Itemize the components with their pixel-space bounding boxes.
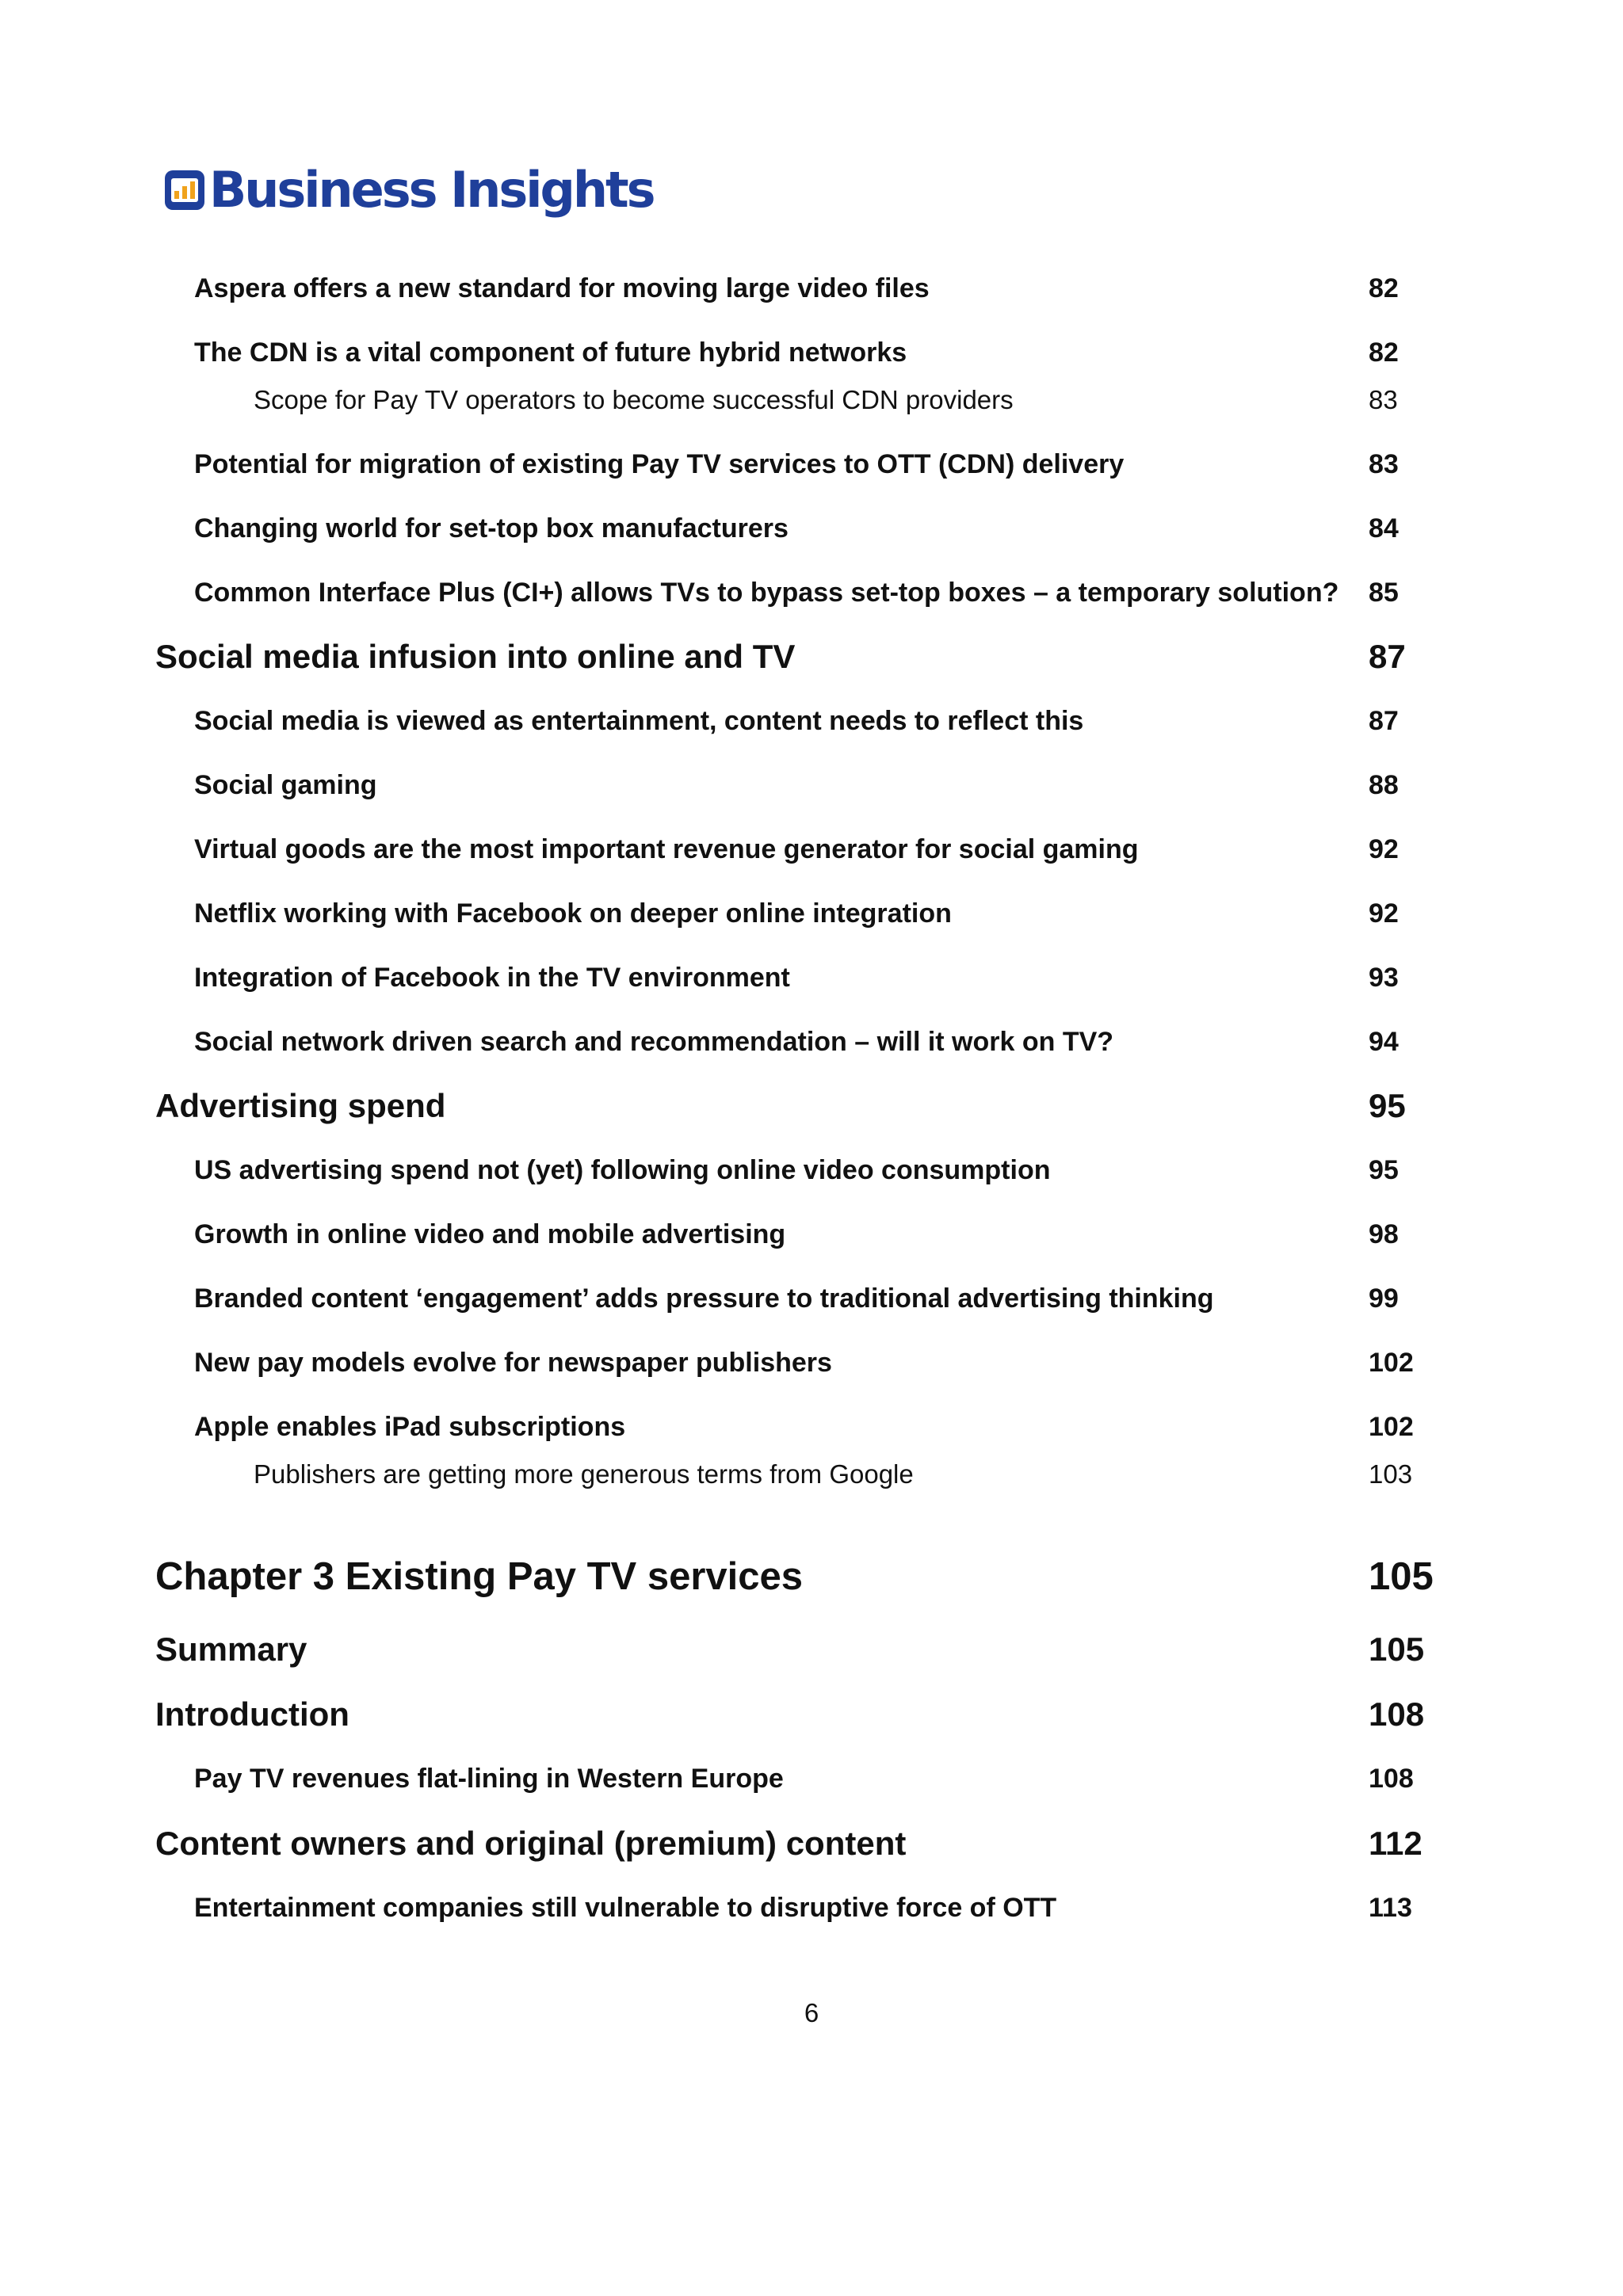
toc-entry[interactable] — [0, 265, 1623, 312]
toc-entry[interactable] — [0, 761, 1623, 809]
toc-entry-title: Virtual goods are the most important revenue generator for social gaming — [194, 834, 1139, 864]
toc-entry-page: 87 — [1369, 706, 1399, 736]
toc-entry-title: Chapter 3 Existing Pay TV services — [155, 1555, 804, 1598]
toc-entry-title: Social media is viewed as entertainment, content needs to reflect this — [194, 706, 1084, 736]
toc-entry[interactable] — [0, 697, 1623, 745]
toc-chapter-heading[interactable] — [0, 1553, 1623, 1600]
toc-entry-title: Content owners and original (premium) content — [155, 1825, 907, 1862]
business-insights-logo — [165, 158, 654, 222]
toc-entry[interactable] — [0, 826, 1623, 873]
toc-entry-title: Summary — [155, 1630, 307, 1668]
toc-entry-page: 113 — [1369, 1893, 1412, 1923]
toc-entry[interactable] — [0, 1339, 1623, 1386]
toc-entry-page: 108 — [1369, 1764, 1414, 1794]
toc-entry[interactable] — [0, 376, 1623, 424]
toc-entry-title: Introduction — [155, 1695, 349, 1733]
toc-entry-page: 112 — [1369, 1825, 1423, 1862]
page-number: 6 — [804, 1998, 819, 2027]
toc-entry-page: 82 — [1369, 338, 1399, 368]
toc-entry-page: 102 — [1369, 1348, 1414, 1378]
logo-chart-icon — [165, 170, 204, 210]
toc-entry-title: Advertising spend — [155, 1087, 446, 1124]
toc-section-heading[interactable] — [0, 1820, 1623, 1867]
toc-entry-title: The CDN is a vital component of future hybrid networks — [194, 338, 907, 368]
toc-section-heading[interactable] — [0, 1626, 1623, 1673]
toc-section-heading[interactable] — [0, 1691, 1623, 1738]
toc-entry[interactable] — [0, 1755, 1623, 1802]
toc-entry-title: Entertainment companies still vulnerable to disruptive force of OTT — [194, 1893, 1057, 1923]
toc-entry[interactable] — [0, 569, 1623, 616]
toc-entry-page: 108 — [1369, 1695, 1425, 1733]
toc-entry-title: US advertising spend not (yet) following online video consumption — [194, 1155, 1051, 1185]
toc-entry-title: Branded content ‘engagement’ adds pressure to traditional advertising thinking — [194, 1283, 1214, 1314]
toc-entry-title: Apple enables iPad subscriptions — [194, 1412, 626, 1442]
toc-entry-page: 83 — [1369, 449, 1399, 479]
toc-entry-page: 102 — [1369, 1412, 1414, 1442]
toc-entry-page: 105 — [1369, 1630, 1425, 1668]
toc-entry-page: 99 — [1369, 1283, 1399, 1314]
logo-text: Business Insights — [209, 161, 654, 219]
toc-entry-page: 103 — [1369, 1459, 1413, 1489]
toc-entry-page: 92 — [1369, 898, 1399, 929]
toc-entry-title: Publishers are getting more generous terms from Google — [254, 1459, 914, 1489]
toc-entry[interactable] — [0, 1211, 1623, 1258]
toc-entry-title: Integration of Facebook in the TV environment — [194, 963, 790, 993]
toc-entry-title: New pay models evolve for newspaper publishers — [194, 1348, 832, 1378]
toc-entry-title: Social gaming — [194, 770, 377, 800]
toc-entry-page: 83 — [1369, 385, 1398, 414]
toc-entry-page: 84 — [1369, 513, 1399, 543]
toc-entry-page: 85 — [1369, 578, 1399, 608]
toc-section-heading[interactable] — [0, 633, 1623, 681]
toc-entry-title: Netflix working with Facebook on deeper online integration — [194, 898, 952, 929]
toc-entry[interactable] — [0, 441, 1623, 488]
toc-entry-title: Growth in online video and mobile advertising — [194, 1219, 786, 1249]
toc-entry-title: Common Interface Plus (CI+) allows TVs to bypass set-top boxes – a temporary solution? — [194, 578, 1339, 608]
toc-entry-page: 93 — [1369, 963, 1399, 993]
toc-section-heading[interactable] — [0, 1082, 1623, 1130]
toc-entry-title: Social network driven search and recommendation – will it work on TV? — [194, 1027, 1114, 1057]
toc-entry[interactable] — [0, 1884, 1623, 1932]
toc-entry-page: 87 — [1369, 638, 1406, 675]
toc-entry-page: 105 — [1369, 1555, 1434, 1598]
toc-entry-title: Aspera offers a new standard for moving large video files — [194, 273, 930, 303]
toc-entry-page: 88 — [1369, 770, 1399, 800]
toc-entry-page: 98 — [1369, 1219, 1399, 1249]
toc-entry-page: 94 — [1369, 1027, 1399, 1057]
toc-entry[interactable] — [0, 505, 1623, 552]
toc-entry-title: Scope for Pay TV operators to become successful CDN providers — [254, 385, 1014, 414]
toc-entry-title: Potential for migration of existing Pay TV services to OTT (CDN) delivery — [194, 449, 1125, 479]
toc-entry[interactable] — [0, 1403, 1623, 1451]
toc-entry-page: 82 — [1369, 273, 1399, 303]
toc-entry-title: Pay TV revenues flat-lining in Western Europe — [194, 1764, 784, 1794]
toc-entry[interactable] — [0, 890, 1623, 937]
toc-entry[interactable] — [0, 329, 1623, 376]
toc-entry-title: Changing world for set-top box manufacturers — [194, 513, 789, 543]
toc-entry-page: 95 — [1369, 1087, 1406, 1124]
toc-entry-page: 92 — [1369, 834, 1399, 864]
toc-entry[interactable] — [0, 1018, 1623, 1066]
toc-entry[interactable] — [0, 1275, 1623, 1322]
toc-entry[interactable] — [0, 954, 1623, 1001]
toc-entry[interactable] — [0, 1146, 1623, 1194]
toc-entry-title: Social media infusion into online and TV — [155, 638, 796, 675]
toc-entry[interactable] — [0, 1451, 1623, 1498]
toc-entry-page: 95 — [1369, 1155, 1399, 1185]
